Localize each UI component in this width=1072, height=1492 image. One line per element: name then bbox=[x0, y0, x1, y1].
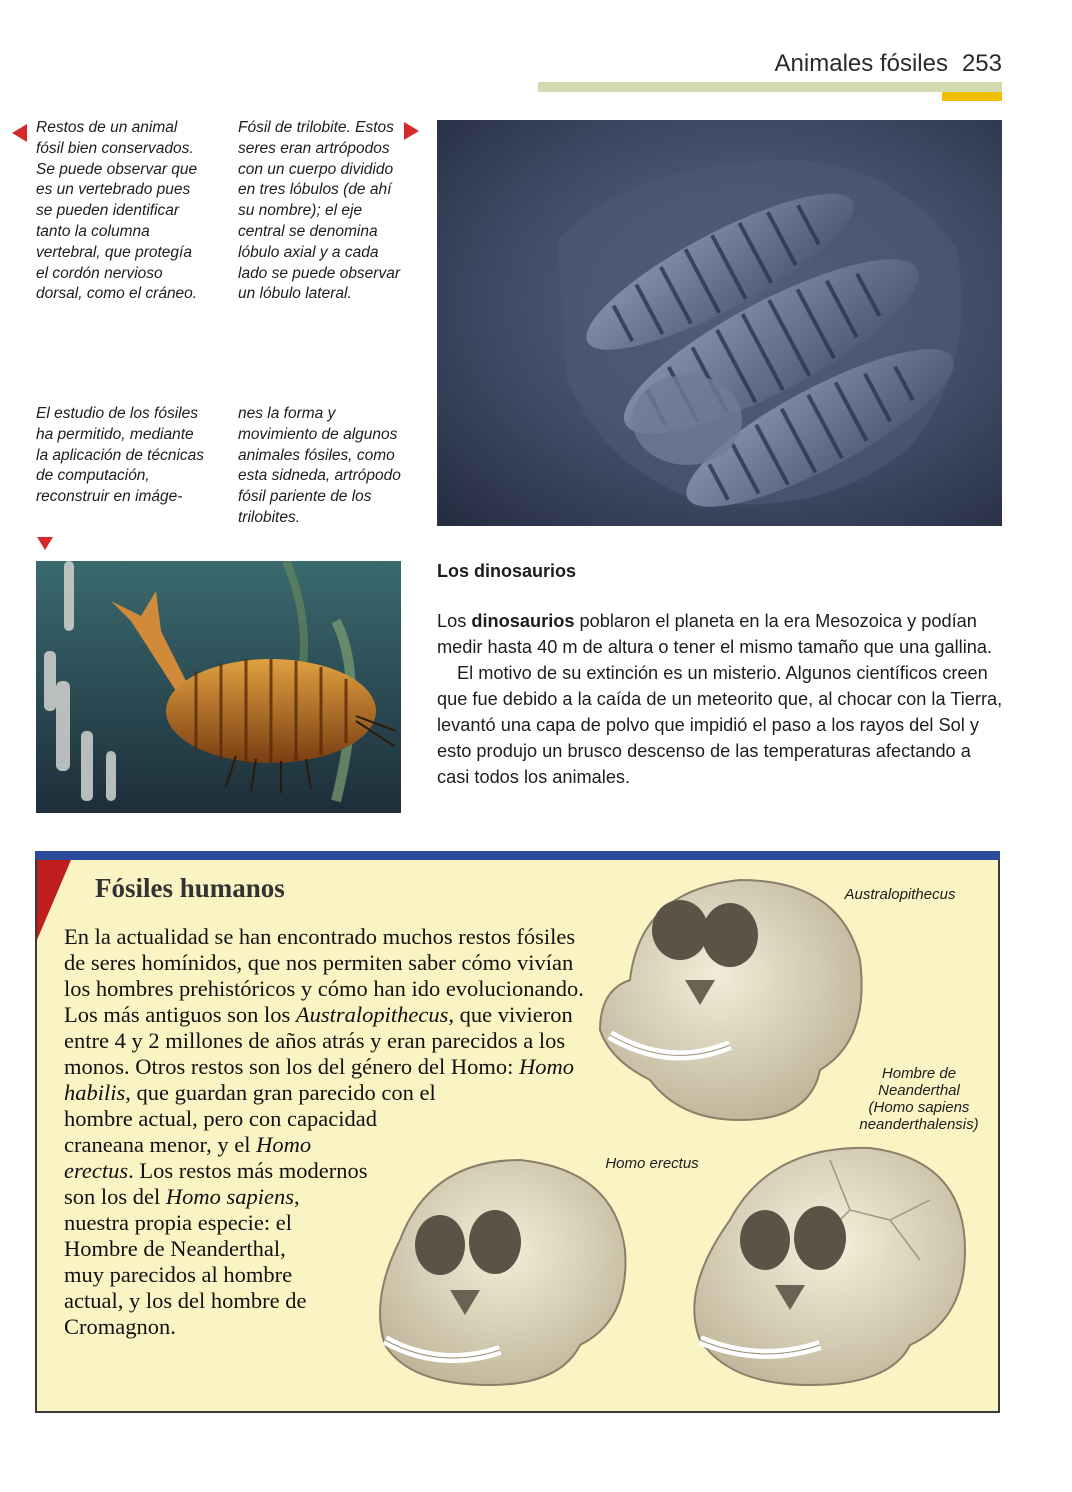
label-neanderthal: Hombre de Neanderthal (Homo sapiens neanderthalensis) bbox=[859, 1065, 979, 1133]
page-number: 253 bbox=[961, 50, 1002, 77]
caption-computation-right: nes la forma y movimiento de algunos animales fósiles, como esta sidneda, artrópodo fósil pariente de los trilobites. bbox=[238, 405, 401, 526]
australopithecus-skull-illustration bbox=[590, 870, 875, 1125]
header-accent-bar bbox=[942, 92, 1002, 101]
trilobite-fossil-photo bbox=[437, 120, 1002, 526]
caption-pointer-left-icon bbox=[12, 124, 27, 142]
sidneyia-reconstruction-photo bbox=[36, 561, 401, 813]
human-fossils-paragraph: En la actualidad se han encontrado muchos restos fósiles de seres homínidos, que nos permiten saber cómo vivían los hombres prehistóricos y cómo han ido evolucionando. Los más antiguos son los Australopithecus, que vivieron entre 4 y 2 millones de años atrás y eran parecidos a los monos. Otros restos son los del género del Homo: Homo habilis, que guardan gran parecido con el hombre actual, pero con capacidad craneana menor, y el Homo erectus. Los restos más modernos son los del Homo sapiens, nuestra propia especie: el Hombre de Neanderthal, muy parecidos al hombre actual, y los del hombre de Cromagnon. bbox=[64, 924, 584, 1339]
section-title: Animales fósiles bbox=[774, 50, 948, 77]
caption-pointer-down-icon bbox=[37, 537, 53, 550]
dinosaurs-heading: Los dinosaurios bbox=[437, 561, 577, 581]
caption-computation-left: El estudio de los fósiles ha permitido, mediante la aplicación de técnicas de computación, reconstruir en imáge- bbox=[36, 405, 205, 506]
dinosaurs-term: dinosaurios bbox=[471, 611, 575, 631]
human-fossils-title: Fósiles humanos bbox=[95, 873, 285, 903]
dinosaurs-body bbox=[437, 608, 1003, 790]
caption-vertebrate: Restos de un animal fósil bien conservados. Se puede observar que es un vertebrado pues se pueden identificar tanto la columna vertebral, que protegía el cordón nervioso dorsal, como el cráneo. bbox=[36, 119, 198, 303]
caption-trilobite: Fósil de trilobite. Estos seres eran artrópodos con un cuerpo dividido en tres lóbulos (de ahí su nombre); el eje central se denomina lóbulo axial y a cada lado se puede observar un lóbulo lateral. bbox=[238, 119, 401, 303]
header-rule bbox=[538, 82, 1002, 92]
human-fossils-text bbox=[64, 924, 584, 1488]
caption-pointer-right-icon bbox=[404, 122, 419, 140]
dinosaurs-paragraph-1: Los dinosaurios poblaron el planeta en la era Mesozoica y podían medir hasta 40 m de altura o tener el mismo tamaño que una gallina. bbox=[437, 611, 993, 657]
running-head bbox=[700, 50, 1002, 78]
neanderthal-skull-illustration bbox=[680, 1140, 970, 1390]
dinosaurs-paragraph-2: El motivo de su extinción es un misterio. Algunos científicos creen que fue debido a la caída de un meteorito que, al chocar con la Tierra, levantó una capa de polvo que impidió el paso a los rayos del Sol y esto produjo un brusco descenso de las temperaturas afectando a casi todos los animales. bbox=[437, 663, 1003, 787]
label-homo-erectus: Homo erectus bbox=[605, 1155, 699, 1172]
label-australopithecus: Australopithecus bbox=[844, 886, 956, 903]
box-top-bar bbox=[35, 851, 1000, 860]
